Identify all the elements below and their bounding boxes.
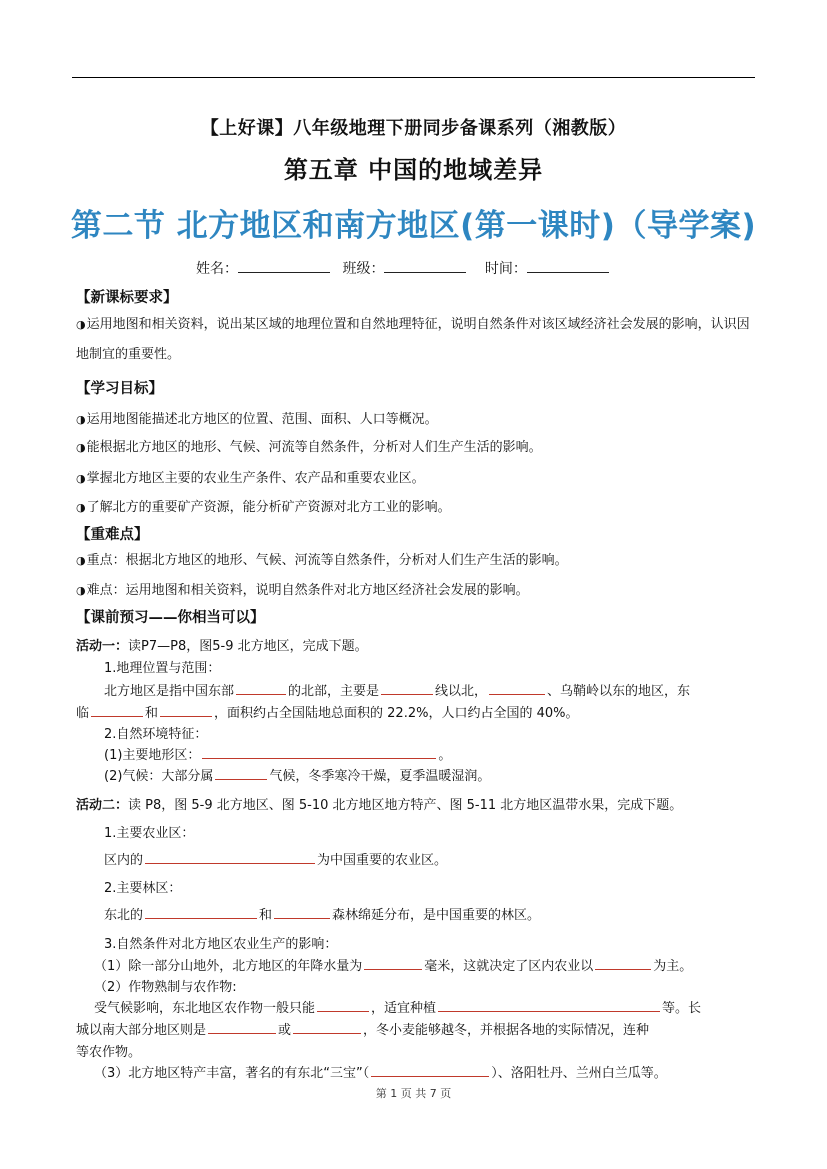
objective-item: ◑运用地图能描述北方地区的位置、范围、面积、人口等概况。 xyxy=(76,412,438,427)
activity1-q2-2: (2)气候：大部分属 气候，冬季寒冷干燥，夏季温暖湿润。 xyxy=(104,765,490,784)
activity2-q3-2-line2: 城以南大部分地区则是 或 ，冬小麦能够越冬，并根据各地的实际情况，连种 xyxy=(76,1019,649,1038)
answer-blank[interactable] xyxy=(202,744,436,759)
answer-blank[interactable] xyxy=(160,702,212,717)
answer-blank[interactable] xyxy=(371,1062,489,1077)
header-rule xyxy=(72,77,755,78)
standards-text: ◑运用地图和相关资料，说出某区域的地理位置和自然地理特征，说明自然条件对该区域经济社会发展的影响，认识因地制宜的重要性。 xyxy=(76,317,750,362)
standards-heading: 【新课标要求】 xyxy=(76,290,178,306)
answer-blank[interactable] xyxy=(91,702,143,717)
name-blank[interactable] xyxy=(238,258,330,273)
answer-blank[interactable] xyxy=(489,680,545,695)
keypoint-item: ◑难点：运用地图和相关资料，说明自然条件对北方地区经济社会发展的影响。 xyxy=(76,583,529,598)
answer-blank[interactable] xyxy=(208,1019,276,1034)
preview-heading: 【课前预习——你相当可以】 xyxy=(76,610,265,626)
activity1-q2-title: 2.自然环境特征： xyxy=(104,727,208,742)
section-title: 第二节 北方地区和南方地区(第一课时)（导学案) xyxy=(70,208,757,244)
activity2-q2-line: 东北的 和 森林绵延分布，是中国重要的林区。 xyxy=(104,904,540,923)
activity2-q3-3: （3）北方地区特产丰富，著名的有东北“三宝”（ ）、洛阳牡丹、兰州白兰瓜等。 xyxy=(94,1062,667,1081)
keypoints-heading: 【重难点】 xyxy=(76,527,149,543)
bullet-icon: ◑ xyxy=(76,584,86,597)
bullet-icon: ◑ xyxy=(76,554,86,567)
activity2-q3-1: （1）除一部分山地外，北方地区的年降水量为 毫米，这就决定了区内农业以 为主。 xyxy=(94,955,692,974)
bullet-icon: ◑ xyxy=(76,318,86,331)
activity1-q1-line1: 北方地区是指中国东部 的北部，主要是 线以北， 、乌鞘岭以东的地区，东 xyxy=(104,680,690,699)
answer-blank[interactable] xyxy=(293,1019,361,1034)
objective-item: ◑掌握北方地区主要的农业生产条件、农产品和重要农业区。 xyxy=(76,471,425,486)
answer-blank[interactable] xyxy=(145,849,315,864)
chapter-title: 第五章 中国的地域差异 xyxy=(283,156,544,184)
answer-blank[interactable] xyxy=(145,904,257,919)
activity1-q1-title: 1.地理位置与范围： xyxy=(104,661,221,676)
class-blank[interactable] xyxy=(384,258,466,273)
bullet-icon: ◑ xyxy=(76,441,86,454)
objective-item: ◑能根据北方地区的地形、气候、河流等自然条件，分析对人们生产生活的影响。 xyxy=(76,440,542,455)
class-label: 班级： xyxy=(342,261,385,277)
activity2-q3-2-title: （2）作物熟制与农作物: xyxy=(94,980,237,995)
activity1-q2-1: (1)主要地形区： 。 xyxy=(104,744,451,763)
bullet-icon: ◑ xyxy=(76,413,86,426)
student-info-row xyxy=(196,258,609,278)
answer-blank[interactable] xyxy=(317,997,369,1012)
answer-blank[interactable] xyxy=(595,955,651,970)
activity2-q1-title: 1.主要农业区： xyxy=(104,826,195,841)
bullet-icon: ◑ xyxy=(76,472,86,485)
activity2-q3-2-line1: 受气候影响，东北地区农作物一般只能 ，适宜种植 等。长 xyxy=(94,997,701,1016)
time-label: 时间： xyxy=(484,261,527,277)
activity2-q3-title: 3.自然条件对北方地区农业生产的影响： xyxy=(104,937,338,952)
activity2-q3-2-line3: 等农作物。 xyxy=(76,1045,142,1060)
bullet-icon: ◑ xyxy=(76,501,86,514)
answer-blank[interactable] xyxy=(438,997,660,1012)
activity2-intro: 活动二：读 P8，图 5-9 北方地区、图 5-10 北方地区地方特产、图 5-11 北方地区温带水果，完成下题。 xyxy=(76,798,683,813)
answer-blank[interactable] xyxy=(215,765,267,780)
objective-item: ◑了解北方的重要矿产资源，能分析矿产资源对北方工业的影响。 xyxy=(76,500,451,515)
objectives-heading: 【学习目标】 xyxy=(76,381,163,397)
answer-blank[interactable] xyxy=(381,680,433,695)
answer-blank[interactable] xyxy=(236,680,286,695)
keypoint-item: ◑重点：根据北方地区的地形、气候、河流等自然条件，分析对人们生产生活的影响。 xyxy=(76,553,568,568)
answer-blank[interactable] xyxy=(364,955,422,970)
series-title: 【上好课】八年级地理下册同步备课系列（湘教版） xyxy=(200,118,627,139)
answer-blank[interactable] xyxy=(274,904,330,919)
activity2-q2-title: 2.主要林区： xyxy=(104,881,182,896)
activity2-q1-line: 区内的 为中国重要的农业区。 xyxy=(104,849,447,868)
name-label: 姓名： xyxy=(196,261,238,277)
activity1-intro: 活动一：读P7—P8，图5-9 北方地区，完成下题。 xyxy=(76,639,368,654)
page-footer: 第 1 页 共 7 页 xyxy=(375,1087,452,1100)
time-blank[interactable] xyxy=(527,258,609,273)
activity1-q1-line2: 临 和 ，面积约占全国陆地总面积的 22.2%，人口约占全国的 40%。 xyxy=(76,702,579,721)
